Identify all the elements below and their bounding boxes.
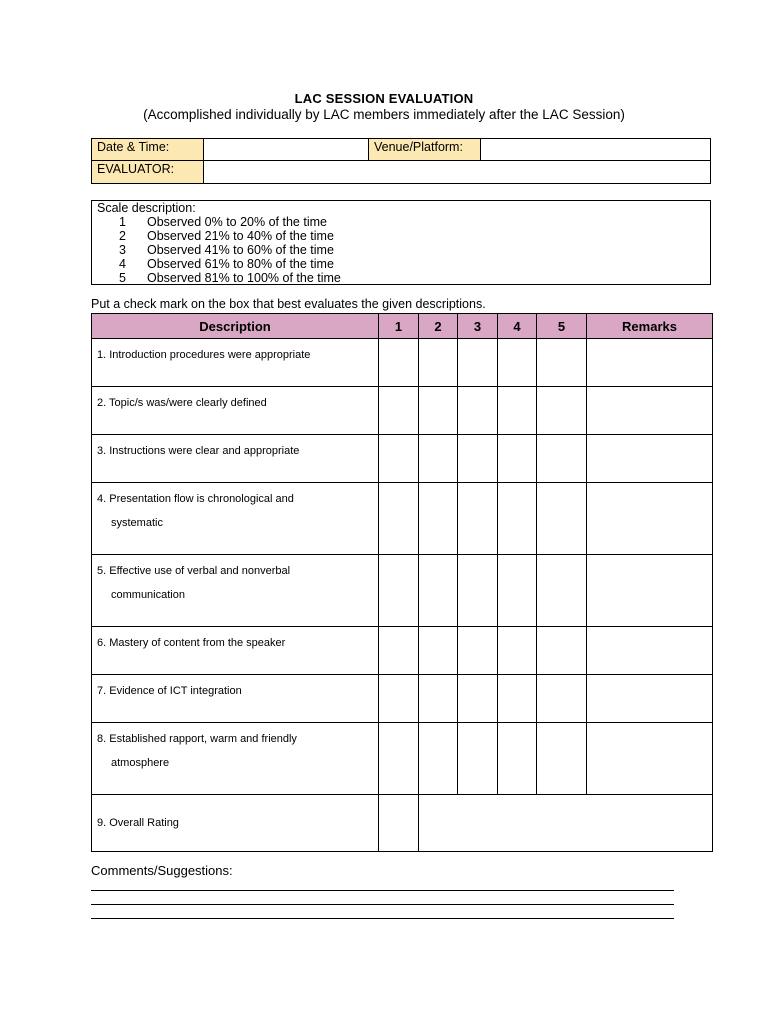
rating-box-2[interactable] xyxy=(419,339,458,387)
table-header-row xyxy=(92,314,713,339)
description-text: 2. Topic/s was/were clearly defined xyxy=(97,397,267,409)
rating-box-3[interactable] xyxy=(458,483,498,555)
description-text: 1. Introduction procedures were appropriate xyxy=(97,349,311,361)
table-row xyxy=(92,483,713,555)
rating-box-5[interactable] xyxy=(537,483,587,555)
overall-rating-box[interactable] xyxy=(379,795,419,852)
description-text-continued: systematic xyxy=(111,517,163,529)
description-text: 7. Evidence of ICT integration xyxy=(97,685,242,697)
description-text: 8. Established rapport, warm and friendly xyxy=(97,733,297,745)
evaluation-table xyxy=(91,313,713,852)
rating-box-1[interactable] xyxy=(379,675,419,723)
scale-number: 2 xyxy=(119,229,126,243)
rating-box-4[interactable] xyxy=(498,627,537,675)
rating-box-3[interactable] xyxy=(458,339,498,387)
description-cell xyxy=(92,483,379,555)
form-title: LAC SESSION EVALUATION xyxy=(294,91,474,106)
rating-box-2[interactable] xyxy=(419,675,458,723)
description-cell xyxy=(92,675,379,723)
rating-box-3[interactable] xyxy=(458,435,498,483)
rating-box-2[interactable] xyxy=(419,627,458,675)
comment-line[interactable] xyxy=(91,890,674,891)
rating-box-4[interactable] xyxy=(498,339,537,387)
scale-number: 1 xyxy=(119,215,126,229)
remarks-cell[interactable] xyxy=(587,555,713,627)
header-description: Description xyxy=(92,314,379,339)
scale-text: Observed 61% to 80% of the time xyxy=(147,257,334,271)
table-row xyxy=(92,675,713,723)
header-scale-1: 1 xyxy=(379,314,419,339)
header-scale-5: 5 xyxy=(537,314,587,339)
description-text: 3. Instructions were clear and appropriate xyxy=(97,445,300,457)
rating-box-3[interactable] xyxy=(458,675,498,723)
rating-box-3[interactable] xyxy=(458,627,498,675)
rating-box-1[interactable] xyxy=(379,555,419,627)
rating-box-5[interactable] xyxy=(537,627,587,675)
table-row xyxy=(92,627,713,675)
comment-line[interactable] xyxy=(91,904,674,905)
remarks-cell[interactable] xyxy=(587,435,713,483)
rating-box-4[interactable] xyxy=(498,555,537,627)
overall-rating-label: 9. Overall Rating xyxy=(92,795,379,852)
table-row xyxy=(92,339,713,387)
table-row xyxy=(92,435,713,483)
remarks-cell[interactable] xyxy=(587,675,713,723)
header-scale-3: 3 xyxy=(458,314,498,339)
evaluator-field[interactable] xyxy=(204,161,710,183)
rating-box-5[interactable] xyxy=(537,339,587,387)
rating-box-4[interactable] xyxy=(498,723,537,795)
description-cell xyxy=(92,435,379,483)
remarks-cell[interactable] xyxy=(587,483,713,555)
rating-box-4[interactable] xyxy=(498,483,537,555)
description-text-continued: atmosphere xyxy=(111,757,170,769)
description-cell xyxy=(92,339,379,387)
table-row xyxy=(92,723,713,795)
header-remarks: Remarks xyxy=(587,314,713,339)
description-text: 6. Mastery of content from the speaker xyxy=(97,637,286,649)
rating-box-1[interactable] xyxy=(379,723,419,795)
description-cell xyxy=(92,555,379,627)
scale-number: 5 xyxy=(119,271,126,285)
remarks-cell[interactable] xyxy=(587,339,713,387)
evaluator-label: EVALUATOR: xyxy=(92,161,204,183)
table-row xyxy=(92,387,713,435)
rating-box-5[interactable] xyxy=(537,435,587,483)
comment-line[interactable] xyxy=(91,918,674,919)
remarks-cell[interactable] xyxy=(587,723,713,795)
rating-box-2[interactable] xyxy=(419,435,458,483)
table-row-overall xyxy=(92,795,713,852)
header-info-box xyxy=(91,138,711,184)
rating-box-5[interactable] xyxy=(537,387,587,435)
scale-number: 3 xyxy=(119,243,126,257)
rating-box-4[interactable] xyxy=(498,387,537,435)
date-time-field[interactable] xyxy=(204,139,369,161)
remarks-cell[interactable] xyxy=(587,387,713,435)
scale-title: Scale description: xyxy=(97,201,196,215)
scale-text: Observed 41% to 60% of the time xyxy=(147,243,334,257)
rating-box-2[interactable] xyxy=(419,555,458,627)
header-scale-4: 4 xyxy=(498,314,537,339)
rating-box-2[interactable] xyxy=(419,723,458,795)
venue-platform-label: Venue/Platform: xyxy=(369,139,481,161)
remarks-cell[interactable] xyxy=(587,627,713,675)
rating-box-3[interactable] xyxy=(458,723,498,795)
rating-box-1[interactable] xyxy=(379,387,419,435)
rating-box-5[interactable] xyxy=(537,723,587,795)
rating-box-2[interactable] xyxy=(419,483,458,555)
scale-number: 4 xyxy=(119,257,126,271)
rating-box-1[interactable] xyxy=(379,435,419,483)
table-row xyxy=(92,555,713,627)
venue-platform-field[interactable] xyxy=(481,139,710,161)
description-text-continued: communication xyxy=(111,589,185,601)
rating-box-1[interactable] xyxy=(379,627,419,675)
rating-box-4[interactable] xyxy=(498,675,537,723)
scale-text: Observed 0% to 20% of the time xyxy=(147,215,327,229)
scale-description-box xyxy=(91,200,711,285)
comments-label: Comments/Suggestions: xyxy=(91,863,233,878)
description-cell xyxy=(92,627,379,675)
rating-box-4[interactable] xyxy=(498,435,537,483)
rating-box-1[interactable] xyxy=(379,483,419,555)
rating-box-5[interactable] xyxy=(537,675,587,723)
rating-box-1[interactable] xyxy=(379,339,419,387)
instruction-text: Put a check mark on the box that best evaluates the given descriptions. xyxy=(91,297,486,311)
description-text: 5. Effective use of verbal and nonverbal xyxy=(97,565,291,577)
overall-remarks-cell[interactable] xyxy=(419,795,713,852)
scale-text: Observed 81% to 100% of the time xyxy=(147,271,341,285)
rating-box-5[interactable] xyxy=(537,555,587,627)
description-cell xyxy=(92,723,379,795)
rating-box-3[interactable] xyxy=(458,387,498,435)
rating-box-2[interactable] xyxy=(419,387,458,435)
header-scale-2: 2 xyxy=(419,314,458,339)
date-time-label: Date & Time: xyxy=(92,139,204,161)
description-cell xyxy=(92,387,379,435)
scale-text: Observed 21% to 40% of the time xyxy=(147,229,334,243)
rating-box-3[interactable] xyxy=(458,555,498,627)
form-subtitle: (Accomplished individually by LAC members immediately after the LAC Session) xyxy=(143,107,625,122)
description-text: 4. Presentation flow is chronological and xyxy=(97,493,294,505)
